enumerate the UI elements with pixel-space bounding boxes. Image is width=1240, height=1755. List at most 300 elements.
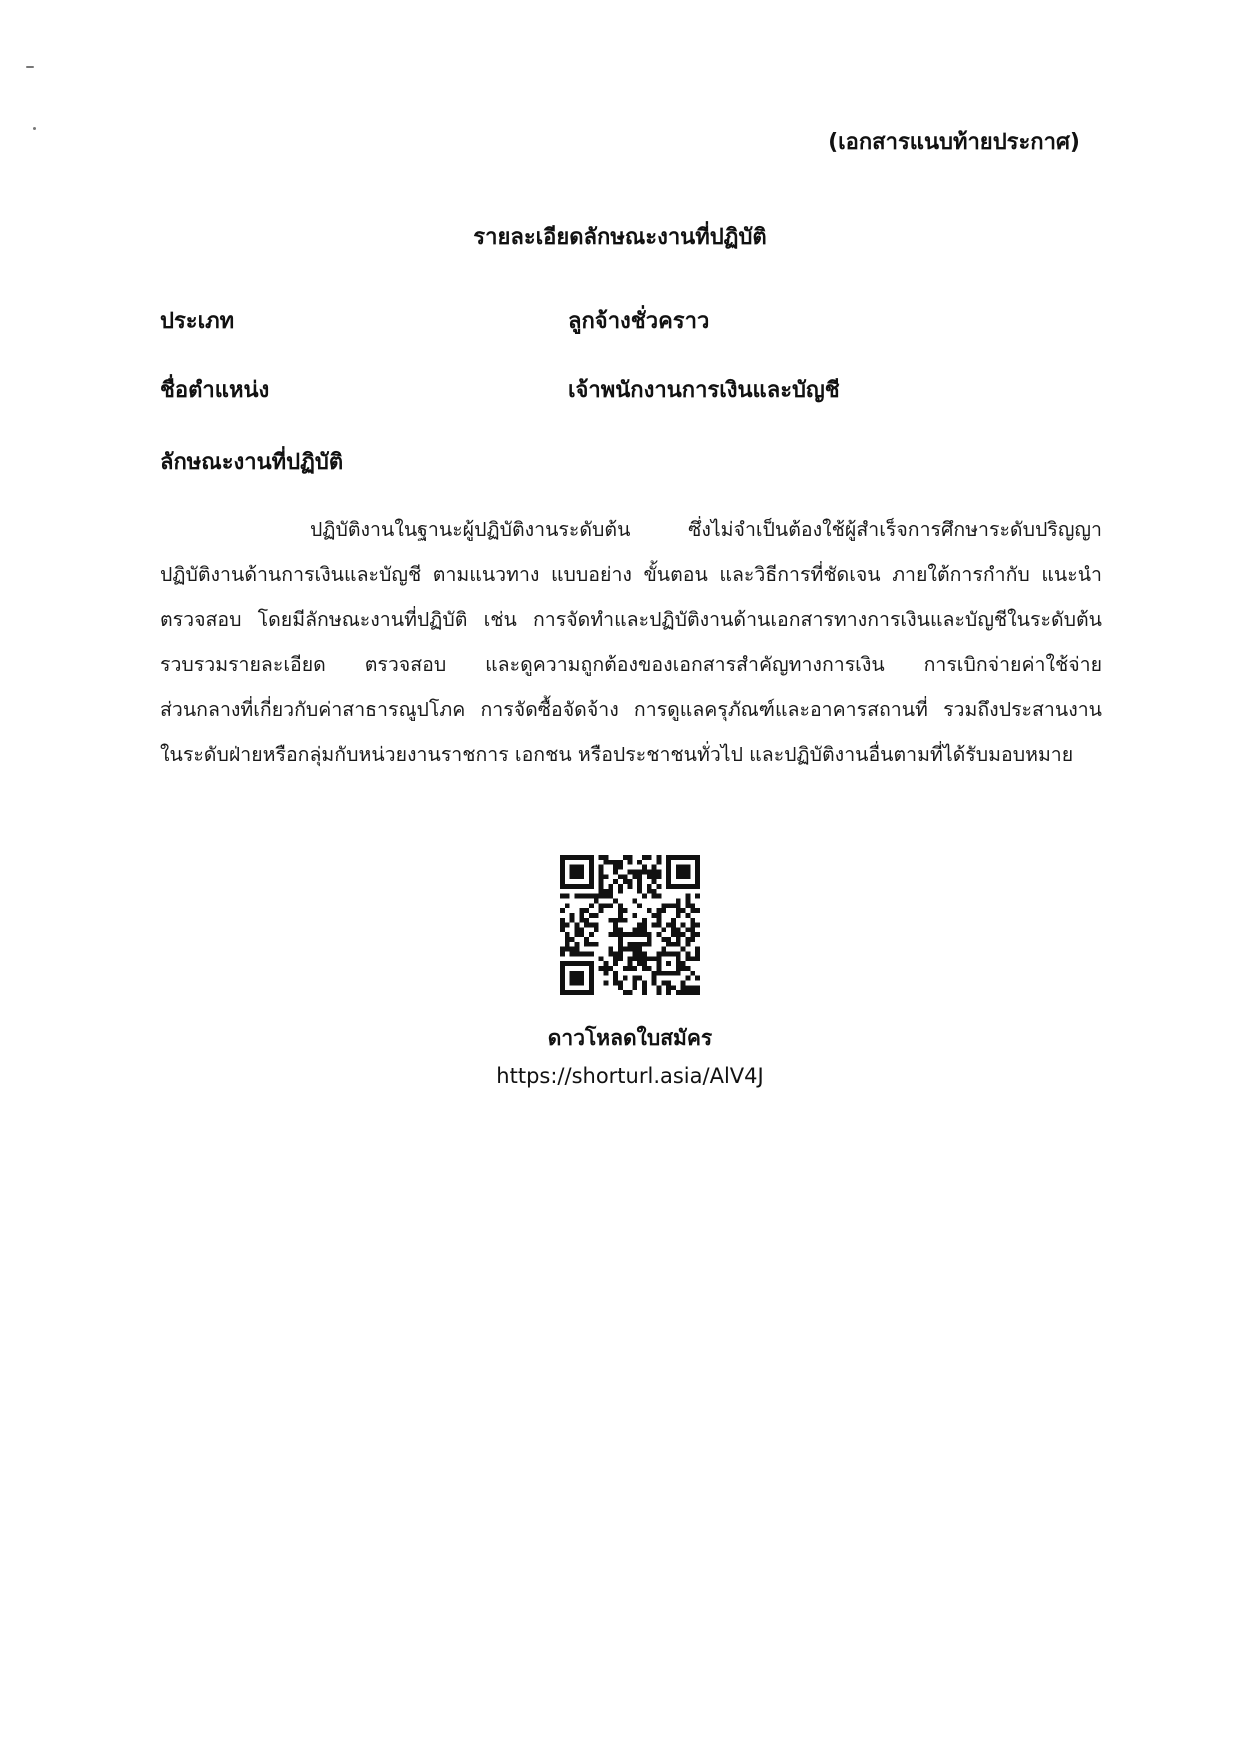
qr-module <box>560 923 565 928</box>
qr-module <box>603 855 608 860</box>
qr-module <box>632 927 637 932</box>
qr-module <box>589 990 594 995</box>
paragraph-line: ปฏิบัติงานในฐานะผู้ปฏิบัติงานระดับต้น ซึ่งไม่จำเป็นต้องใช้ผู้สำเร็จการศึกษาระดับปริญญา <box>310 518 1102 541</box>
qr-module <box>565 855 570 860</box>
qr-module <box>671 952 676 957</box>
qr-module <box>652 869 657 874</box>
qr-module <box>618 981 623 986</box>
qr-module <box>584 908 589 913</box>
qr-module <box>599 966 604 971</box>
qr-module <box>565 894 570 899</box>
qr-module <box>579 952 584 957</box>
qr-module <box>642 990 647 995</box>
qr-module <box>642 894 647 899</box>
qr-code-icon[interactable] <box>560 855 700 995</box>
qr-module <box>599 894 604 899</box>
qr-module <box>671 855 676 860</box>
qr-module <box>628 966 633 971</box>
qr-module <box>589 879 594 884</box>
qr-module <box>676 990 681 995</box>
qr-module <box>666 942 671 947</box>
qr-module <box>628 956 633 961</box>
qr-module <box>666 985 671 990</box>
qr-module <box>690 932 695 937</box>
qr-module <box>661 903 666 908</box>
qr-module <box>657 884 662 889</box>
qr-module <box>603 971 608 976</box>
qr-module <box>671 932 676 937</box>
qr-module <box>589 884 594 889</box>
qr-module <box>613 923 618 928</box>
qr-module <box>579 894 584 899</box>
qr-module <box>603 981 608 986</box>
qr-module <box>686 990 691 995</box>
qr-module <box>584 894 589 899</box>
qr-module <box>579 869 584 874</box>
duties-heading: ลักษณะงานที่ปฏิบัติ <box>160 450 344 475</box>
qr-module <box>642 855 647 860</box>
qr-module <box>574 947 579 952</box>
qr-module <box>666 874 671 879</box>
field-label: ชื่อตำแหน่ง <box>160 378 270 403</box>
qr-module <box>574 942 579 947</box>
qr-module <box>666 903 671 908</box>
qr-module <box>676 855 681 860</box>
qr-module <box>690 908 695 913</box>
qr-module <box>560 908 565 913</box>
qr-module <box>579 990 584 995</box>
qr-module <box>695 976 700 981</box>
qr-module <box>686 865 691 870</box>
qr-module <box>618 947 623 952</box>
qr-module <box>676 927 681 932</box>
qr-module <box>603 894 608 899</box>
qr-module <box>599 956 604 961</box>
qr-module <box>681 966 686 971</box>
qr-module <box>613 961 618 966</box>
qr-module <box>637 889 642 894</box>
qr-module <box>613 956 618 961</box>
qr-module <box>599 874 604 879</box>
qr-module <box>661 937 666 942</box>
qr-module <box>579 884 584 889</box>
qr-module <box>565 884 570 889</box>
qr-module <box>671 918 676 923</box>
qr-module <box>560 879 565 884</box>
qr-module <box>594 913 599 918</box>
qr-module <box>574 855 579 860</box>
qr-module <box>565 932 570 937</box>
qr-module <box>570 865 575 870</box>
qr-module <box>603 966 608 971</box>
qr-module <box>686 985 691 990</box>
qr-module <box>695 923 700 928</box>
qr-module <box>594 898 599 903</box>
qr-module <box>671 927 676 932</box>
qr-module <box>676 952 681 957</box>
qr-module <box>681 923 686 928</box>
qr-module <box>657 913 662 918</box>
qr-module <box>618 932 623 937</box>
qr-module <box>666 923 671 928</box>
qr-module <box>565 990 570 995</box>
qr-module <box>681 932 686 937</box>
qr-module <box>681 990 686 995</box>
qr-module <box>657 985 662 990</box>
qr-module <box>623 874 628 879</box>
qr-module <box>690 985 695 990</box>
qr-module <box>599 908 604 913</box>
qr-module <box>695 952 700 957</box>
qr-module <box>560 981 565 986</box>
qr-module <box>695 860 700 865</box>
qr-module <box>589 913 594 918</box>
qr-module <box>574 961 579 966</box>
qr-module <box>647 966 652 971</box>
qr-module <box>589 923 594 928</box>
qr-module <box>618 937 623 942</box>
qr-module <box>642 932 647 937</box>
qr-module <box>657 860 662 865</box>
qr-module <box>628 961 633 966</box>
qr-module <box>676 869 681 874</box>
qr-module <box>560 874 565 879</box>
qr-module <box>652 976 657 981</box>
qr-module <box>642 952 647 957</box>
qr-module <box>618 889 623 894</box>
qr-module <box>589 860 594 865</box>
qr-module <box>560 884 565 889</box>
qr-module <box>695 932 700 937</box>
qr-module <box>666 981 671 986</box>
qr-module <box>584 937 589 942</box>
qr-module <box>632 947 637 952</box>
qr-module <box>695 879 700 884</box>
qr-module <box>657 961 662 966</box>
qr-module <box>608 884 613 889</box>
qr-module <box>613 898 618 903</box>
qr-module <box>618 874 623 879</box>
qr-module <box>594 942 599 947</box>
qr-module <box>608 860 613 865</box>
qr-module <box>579 908 584 913</box>
qr-module <box>560 961 565 966</box>
qr-module <box>671 923 676 928</box>
qr-module <box>618 952 623 957</box>
qr-module <box>628 990 633 995</box>
qr-module <box>637 860 642 865</box>
qr-module <box>560 865 565 870</box>
qr-module <box>661 908 666 913</box>
qr-module <box>632 981 637 986</box>
qr-module <box>686 937 691 942</box>
download-link[interactable]: https://shorturl.asia/AlV4J <box>496 1064 764 1088</box>
qr-module <box>570 971 575 976</box>
qr-module <box>608 947 613 952</box>
qr-module <box>560 966 565 971</box>
qr-module <box>671 942 676 947</box>
paragraph-line: ปฏิบัติงานด้านการเงินและบัญชี ตามแนวทาง แบบอย่าง ขั้นตอน และวิธีการที่ชัดเจน ภายใต้การกำกับ แนะนำ <box>160 563 1102 586</box>
qr-module <box>637 927 642 932</box>
qr-module <box>686 976 691 981</box>
qr-module <box>603 860 608 865</box>
qr-module <box>647 884 652 889</box>
qr-module <box>661 981 666 986</box>
qr-module <box>637 879 642 884</box>
qr-module <box>642 942 647 947</box>
qr-module <box>560 869 565 874</box>
qr-module <box>676 874 681 879</box>
qr-module <box>623 908 628 913</box>
qr-module <box>613 860 618 865</box>
qr-module <box>574 927 579 932</box>
qr-module <box>676 937 681 942</box>
qr-module <box>579 865 584 870</box>
qr-module <box>613 971 618 976</box>
qr-module <box>599 855 604 860</box>
qr-module <box>560 918 565 923</box>
download-label: ดาวโหลดใบสมัคร <box>547 1026 713 1050</box>
qr-module <box>628 855 633 860</box>
qr-module <box>560 947 565 952</box>
qr-module <box>613 932 618 937</box>
qr-module <box>642 981 647 986</box>
qr-module <box>579 961 584 966</box>
qr-module <box>579 918 584 923</box>
qr-module <box>657 894 662 899</box>
qr-module <box>647 869 652 874</box>
qr-module <box>642 918 647 923</box>
qr-module <box>584 918 589 923</box>
qr-module <box>657 869 662 874</box>
qr-module <box>676 898 681 903</box>
field-row-type <box>160 303 1080 337</box>
qr-module <box>613 865 618 870</box>
qr-module <box>642 966 647 971</box>
qr-module <box>652 981 657 986</box>
qr-module <box>652 913 657 918</box>
qr-module <box>681 961 686 966</box>
qr-module <box>632 966 637 971</box>
qr-module <box>570 855 575 860</box>
field-row-position <box>160 372 1080 406</box>
qr-module <box>676 903 681 908</box>
qr-module <box>686 903 691 908</box>
qr-module <box>560 952 565 957</box>
qr-module <box>613 927 618 932</box>
qr-module <box>676 971 681 976</box>
qr-module <box>632 869 637 874</box>
qr-module <box>628 860 633 865</box>
qr-module <box>681 865 686 870</box>
qr-module <box>647 908 652 913</box>
qr-module <box>686 927 691 932</box>
qr-module <box>657 952 662 957</box>
qr-module <box>666 952 671 957</box>
qr-module <box>666 879 671 884</box>
qr-module <box>690 937 695 942</box>
qr-module <box>570 913 575 918</box>
qr-module <box>565 937 570 942</box>
qr-module <box>652 879 657 884</box>
qr-module <box>618 942 623 947</box>
qr-module <box>560 976 565 981</box>
field-value: ลูกจ้างชั่วคราว <box>568 309 710 334</box>
qr-module <box>666 869 671 874</box>
qr-module <box>623 990 628 995</box>
qr-module <box>652 874 657 879</box>
qr-module <box>589 961 594 966</box>
qr-module <box>584 961 589 966</box>
qr-module <box>686 913 691 918</box>
qr-module <box>623 947 628 952</box>
qr-module <box>695 985 700 990</box>
qr-module <box>676 956 681 961</box>
qr-module <box>637 942 642 947</box>
qr-module <box>686 952 691 957</box>
qr-module <box>690 990 695 995</box>
qr-module <box>628 869 633 874</box>
qr-module <box>574 932 579 937</box>
qr-module <box>584 990 589 995</box>
qr-module <box>608 966 613 971</box>
qr-module <box>666 884 671 889</box>
qr-module <box>681 947 686 952</box>
qr-module <box>589 981 594 986</box>
qr-module <box>570 937 575 942</box>
qr-module <box>623 976 628 981</box>
qr-module <box>623 932 628 937</box>
qr-module <box>686 966 691 971</box>
page-title: รายละเอียดลักษณะงานที่ปฏิบัติ <box>473 225 767 250</box>
qr-module <box>565 961 570 966</box>
qr-module <box>603 961 608 966</box>
qr-module <box>690 923 695 928</box>
qr-module <box>686 956 691 961</box>
qr-module <box>681 884 686 889</box>
qr-module <box>652 956 657 961</box>
qr-module <box>570 961 575 966</box>
qr-module <box>686 942 691 947</box>
qr-module <box>599 903 604 908</box>
paragraph-line: ในระดับฝ่ายหรือกลุ่มกับหน่วยงานราชการ เอกชน หรือประชาชนทั่วไป และปฏิบัติงานอื่นตามที่ได้รับมอบหมาย <box>160 743 1074 766</box>
qr-module <box>623 855 628 860</box>
qr-module <box>666 937 671 942</box>
field-value: เจ้าพนักงานการเงินและบัญชี <box>568 378 840 403</box>
qr-module <box>637 884 642 889</box>
qr-module <box>657 966 662 971</box>
qr-module <box>584 952 589 957</box>
qr-module <box>570 981 575 986</box>
qr-module <box>574 869 579 874</box>
duties-paragraph <box>160 507 1102 777</box>
qr-module <box>657 874 662 879</box>
qr-module <box>690 918 695 923</box>
qr-module <box>594 894 599 899</box>
qr-module <box>560 985 565 990</box>
qr-module <box>637 956 642 961</box>
qr-module <box>628 884 633 889</box>
qr-module <box>671 985 676 990</box>
qr-module <box>570 869 575 874</box>
qr-module <box>613 981 618 986</box>
qr-module <box>690 927 695 932</box>
qr-module <box>589 932 594 937</box>
qr-module <box>695 908 700 913</box>
qr-module <box>681 874 686 879</box>
qr-module <box>613 976 618 981</box>
qr-module <box>618 956 623 961</box>
qr-module <box>618 908 623 913</box>
qr-module <box>652 889 657 894</box>
qr-module <box>613 869 618 874</box>
paragraph-line: รวบรวมรายละเอียด ตรวจสอบ และดูความถูกต้องของเอกสารสำคัญทางการเงิน การเบิกจ่ายค่าใช้จ่าย <box>160 653 1102 676</box>
qr-module <box>594 927 599 932</box>
qr-module <box>565 942 570 947</box>
qr-module <box>647 889 652 894</box>
qr-module <box>570 976 575 981</box>
scan-speck <box>26 66 34 68</box>
qr-module <box>676 932 681 937</box>
qr-module <box>686 898 691 903</box>
qr-module <box>652 923 657 928</box>
qr-module <box>584 884 589 889</box>
qr-module <box>579 913 584 918</box>
qr-module <box>608 918 613 923</box>
qr-module <box>686 869 691 874</box>
qr-module <box>628 879 633 884</box>
qr-module <box>690 956 695 961</box>
qr-module <box>589 966 594 971</box>
field-label: ประเภท <box>160 309 235 334</box>
attachment-note: (เอกสารแนบท้ายประกาศ) <box>828 130 1080 155</box>
qr-module <box>613 879 618 884</box>
qr-module <box>618 913 623 918</box>
qr-module <box>560 860 565 865</box>
qr-module <box>628 932 633 937</box>
qr-module <box>642 927 647 932</box>
qr-module <box>632 898 637 903</box>
qr-module <box>632 952 637 957</box>
qr-module <box>652 971 657 976</box>
qr-module <box>589 952 594 957</box>
qr-module <box>657 855 662 860</box>
qr-module <box>589 894 594 899</box>
qr-module <box>594 923 599 928</box>
qr-module <box>618 927 623 932</box>
qr-module <box>603 889 608 894</box>
qr-module <box>608 903 613 908</box>
qr-module <box>642 923 647 928</box>
qr-module <box>695 869 700 874</box>
qr-module <box>686 855 691 860</box>
qr-module <box>589 865 594 870</box>
qr-module <box>681 855 686 860</box>
qr-module <box>632 874 637 879</box>
qr-module <box>623 918 628 923</box>
qr-module <box>661 947 666 952</box>
paragraph-line: ตรวจสอบ โดยมีลักษณะงานที่ปฏิบัติ เช่น การจัดทำและปฏิบัติงานด้านเอกสารทางการเงินและบัญชีในระดับต้น <box>160 608 1102 631</box>
qr-module <box>579 855 584 860</box>
qr-module <box>671 903 676 908</box>
qr-module <box>570 884 575 889</box>
qr-module <box>647 932 652 937</box>
qr-module <box>681 908 686 913</box>
qr-module <box>642 869 647 874</box>
qr-module <box>570 918 575 923</box>
qr-module <box>574 976 579 981</box>
qr-module <box>661 952 666 957</box>
